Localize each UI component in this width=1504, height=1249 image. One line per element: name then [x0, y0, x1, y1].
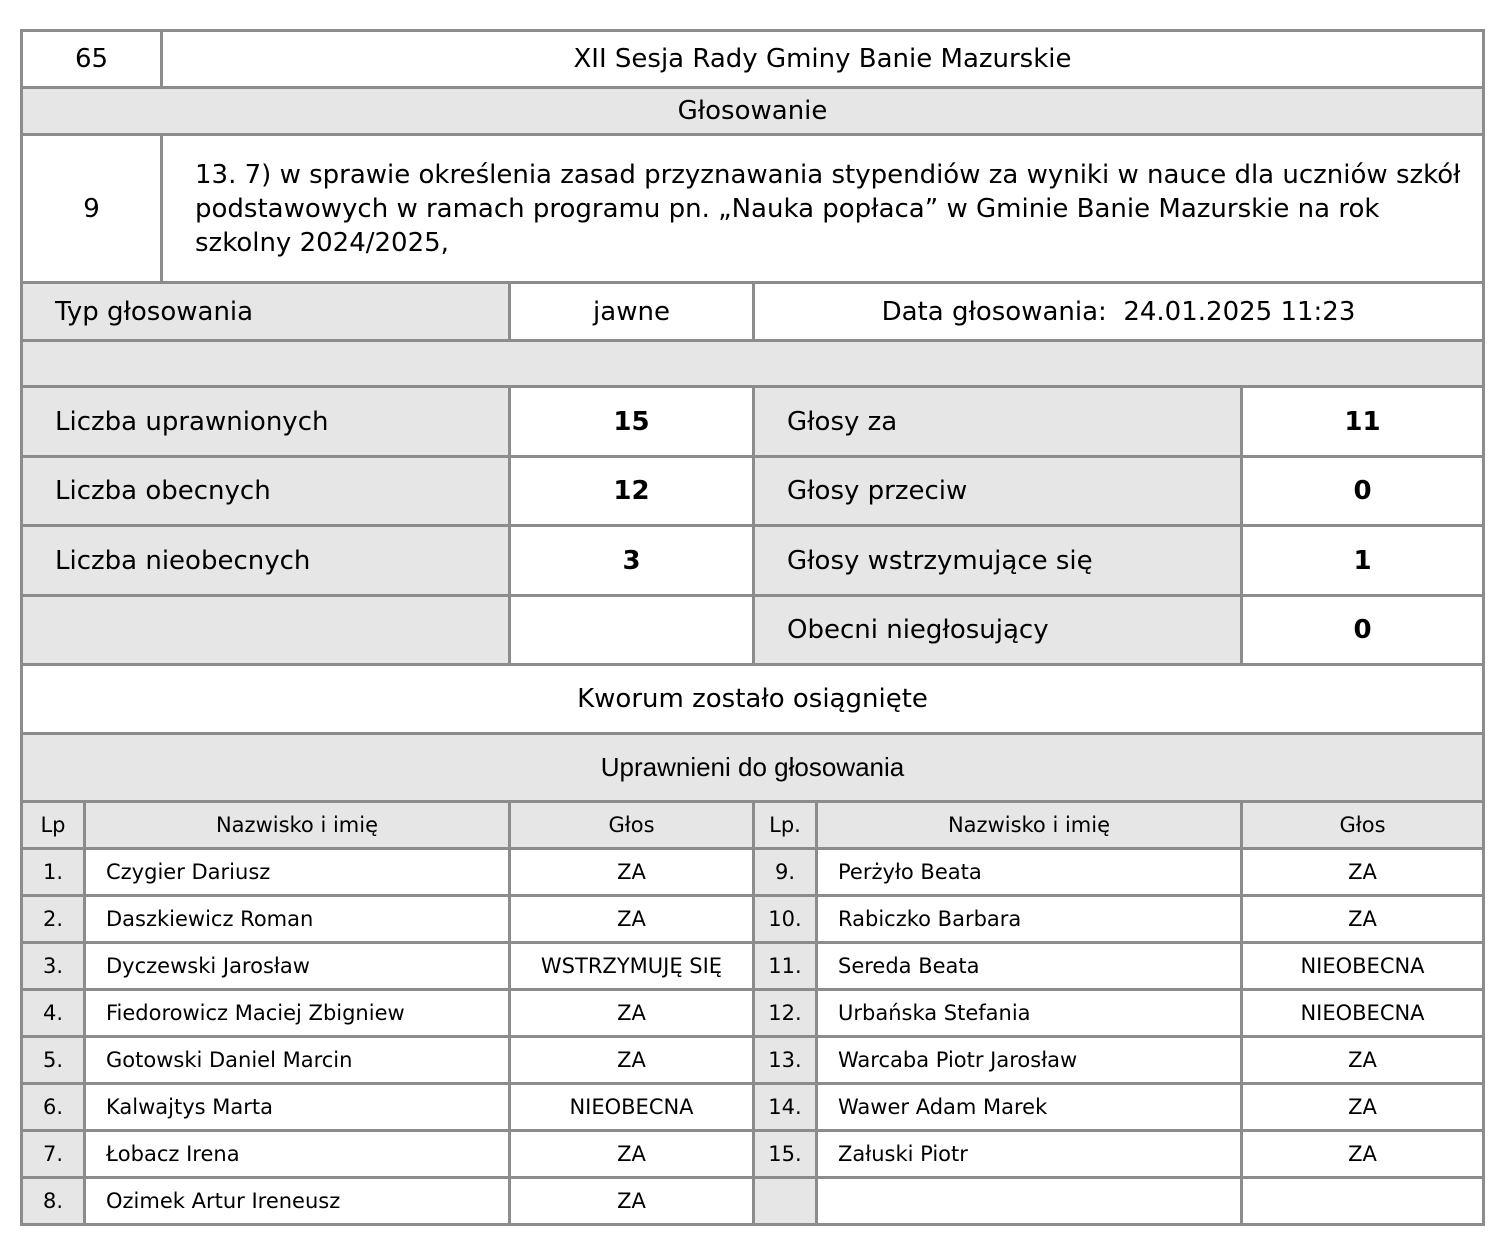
- voter-vote: ZA: [1242, 1131, 1484, 1178]
- stat-value: 12: [510, 457, 754, 526]
- spacer-row: [22, 341, 1484, 387]
- voter-name: Rabiczko Barbara: [817, 896, 1242, 943]
- stats-row: [22, 457, 1484, 526]
- voter-name: Czygier Dariusz: [85, 849, 510, 896]
- stat-label: Liczba uprawnionych: [22, 387, 510, 457]
- voter-name: Fiedorowicz Maciej Zbigniew: [85, 990, 510, 1037]
- vote-date: [754, 283, 1484, 341]
- voter-lp: 9.: [754, 849, 817, 896]
- voter-lp: 13.: [754, 1037, 817, 1084]
- voter-lp: 11.: [754, 943, 817, 990]
- vote-item-subject: 13. 7) w sprawie określenia zasad przyznawania stypendiów za wyniki w nauce dla uczniów szkół podstawowych w ramach programu pn. „Nauka popłaca” w Gminie Banie Mazurskie na rok szkolny 2024/2025,: [162, 135, 1484, 283]
- voter-lp: 1.: [22, 849, 85, 896]
- voter-name: Sereda Beata: [817, 943, 1242, 990]
- session-number: 65: [22, 31, 162, 88]
- voter-row: [22, 1084, 1484, 1131]
- vote-date-label: Data głosowania:: [881, 296, 1107, 327]
- vote-date-value: 24.01.2025 11:23: [1123, 296, 1356, 327]
- voter-vote: NIEOBECNA: [1242, 990, 1484, 1037]
- voter-lp: 3.: [22, 943, 85, 990]
- voters-table: [20, 800, 1485, 1226]
- voter-vote: ZA: [510, 849, 754, 896]
- stats-row: [22, 387, 1484, 457]
- voter-vote: NIEOBECNA: [510, 1084, 754, 1131]
- voting-protocol: [20, 29, 1485, 1226]
- stat-label: Głosy wstrzymujące się: [754, 526, 1242, 596]
- stats-row: [22, 596, 1484, 665]
- voter-vote: NIEOBECNA: [1242, 943, 1484, 990]
- voter-vote: [1242, 1178, 1484, 1225]
- vote-item-number: 9: [22, 135, 162, 283]
- column-header-vote: Głos: [510, 802, 754, 849]
- voter-lp: 12.: [754, 990, 817, 1037]
- voter-name: [817, 1178, 1242, 1225]
- voter-vote: ZA: [510, 1037, 754, 1084]
- voter-lp: 7.: [22, 1131, 85, 1178]
- vote-type-label: Typ głosowania: [22, 283, 510, 341]
- stat-value: [510, 596, 754, 665]
- voters-header-row: [22, 802, 1484, 849]
- voter-vote: ZA: [1242, 896, 1484, 943]
- vote-type-value: jawne: [510, 283, 754, 341]
- column-header-lp: Lp: [22, 802, 85, 849]
- section-label: Głosowanie: [22, 88, 1484, 135]
- column-header-name: Nazwisko i imię: [817, 802, 1242, 849]
- stat-label: [22, 596, 510, 665]
- voter-name: Dyczewski Jarosław: [85, 943, 510, 990]
- voter-vote: ZA: [510, 1178, 754, 1225]
- voter-lp: 14.: [754, 1084, 817, 1131]
- voter-name: Kalwajtys Marta: [85, 1084, 510, 1131]
- stat-label: Głosy za: [754, 387, 1242, 457]
- column-header-name: Nazwisko i imię: [85, 802, 510, 849]
- voter-name: Daszkiewicz Roman: [85, 896, 510, 943]
- voter-name: Załuski Piotr: [817, 1131, 1242, 1178]
- voter-row: [22, 1131, 1484, 1178]
- stat-value: 3: [510, 526, 754, 596]
- header-table: [20, 29, 1485, 284]
- quorum-status: Kworum zostało osiągnięte: [22, 665, 1484, 734]
- stat-label: Głosy przeciw: [754, 457, 1242, 526]
- voter-name: Łobacz Irena: [85, 1131, 510, 1178]
- voters-section-title: Uprawnieni do głosowania: [22, 734, 1484, 802]
- voter-name: Gotowski Daniel Marcin: [85, 1037, 510, 1084]
- voter-row: [22, 990, 1484, 1037]
- voter-row: [22, 849, 1484, 896]
- voter-vote: ZA: [510, 990, 754, 1037]
- voter-row: [22, 943, 1484, 990]
- stat-label: Liczba obecnych: [22, 457, 510, 526]
- voter-vote: ZA: [1242, 1084, 1484, 1131]
- voter-vote: ZA: [1242, 849, 1484, 896]
- stat-label: Liczba nieobecnych: [22, 526, 510, 596]
- stats-table: [20, 281, 1485, 803]
- column-header-lp: Lp.: [754, 802, 817, 849]
- voter-name: Wawer Adam Marek: [817, 1084, 1242, 1131]
- voter-lp: 2.: [22, 896, 85, 943]
- voter-name: Perżyło Beata: [817, 849, 1242, 896]
- voter-lp: 5.: [22, 1037, 85, 1084]
- voter-lp: 6.: [22, 1084, 85, 1131]
- voter-lp: 10.: [754, 896, 817, 943]
- voter-row: [22, 1037, 1484, 1084]
- voter-lp: 8.: [22, 1178, 85, 1225]
- stat-value: 15: [510, 387, 754, 457]
- stat-value: 0: [1242, 457, 1484, 526]
- voter-vote: ZA: [510, 896, 754, 943]
- voter-vote: WSTRZYMUJĘ SIĘ: [510, 943, 754, 990]
- column-header-vote: Głos: [1242, 802, 1484, 849]
- voter-lp: [754, 1178, 817, 1225]
- voter-row: [22, 896, 1484, 943]
- voter-row: [22, 1178, 1484, 1225]
- stat-value: 0: [1242, 596, 1484, 665]
- stat-value: 11: [1242, 387, 1484, 457]
- voter-name: Urbańska Stefania: [817, 990, 1242, 1037]
- session-title: XII Sesja Rady Gminy Banie Mazurskie: [162, 31, 1484, 88]
- voter-lp: 4.: [22, 990, 85, 1037]
- voter-lp: 15.: [754, 1131, 817, 1178]
- voter-name: Ozimek Artur Ireneusz: [85, 1178, 510, 1225]
- voter-vote: ZA: [510, 1131, 754, 1178]
- stat-value: 1: [1242, 526, 1484, 596]
- voter-name: Warcaba Piotr Jarosław: [817, 1037, 1242, 1084]
- stats-row: [22, 526, 1484, 596]
- stat-label: Obecni niegłosujący: [754, 596, 1242, 665]
- voter-vote: ZA: [1242, 1037, 1484, 1084]
